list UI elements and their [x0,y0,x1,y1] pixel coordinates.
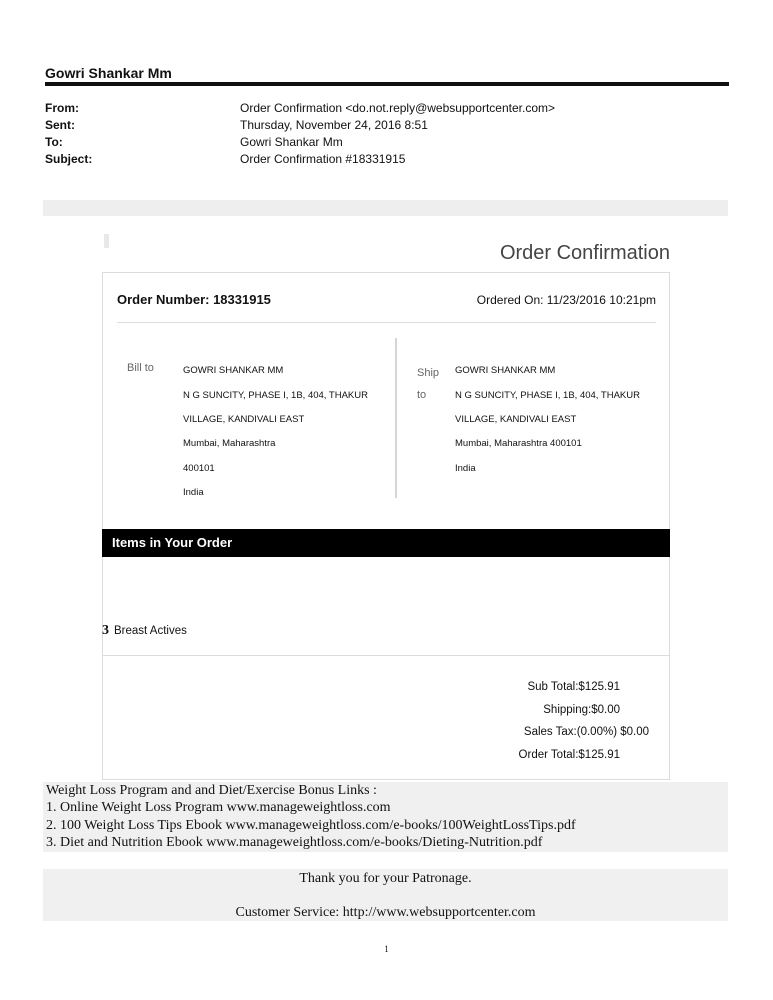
page-number: 1 [384,944,389,954]
customer-service-link[interactable]: Customer Service: http://www.websupportcenter.com [235,905,536,920]
subject-value: Order Confirmation #18331915 [240,152,406,166]
grey-band [43,200,728,216]
ship-to-label: Ship to [417,367,440,401]
bill-to-line: 400101 [183,463,215,474]
sent-value: Thursday, November 24, 2016 8:51 [240,118,428,132]
bill-to-label: Bill to [127,362,154,374]
bill-to-line: N G SUNCITY, PHASE I, 1B, 404, THAKUR [183,390,368,401]
sender-name: Gowri Shankar Mm [45,65,172,81]
bonus-link-1[interactable]: 1. Online Weight Loss Program www.manageweightloss.com [46,800,391,815]
ship-to-line: N G SUNCITY, PHASE I, 1B, 404, THAKUR [455,390,640,401]
to-label: To: [45,135,63,149]
bill-to-line: Mumbai, Maharashtra [183,438,276,449]
bonus-heading: Weight Loss Program and and Diet/Exercise Bonus Links : [46,783,377,798]
bill-to-line: VILLAGE, KANDIVALI EAST [183,414,305,425]
ship-to-line: VILLAGE, KANDIVALI EAST [455,414,577,425]
order-number: Order Number: 18331915 [117,292,271,307]
ship-to-line: GOWRI SHANKAR MM [455,365,556,376]
sub-total: Sub Total:$125.91 [527,681,620,693]
bonus-link-3[interactable]: 3. Diet and Nutrition Ebook www.manageweightloss.com/e-books/Dieting-Nutrition.pdf [46,835,543,850]
shipping-total: Shipping:$0.00 [543,704,620,716]
item-name: Breast Actives [114,625,187,637]
header-divider [45,82,729,86]
bonus-link-2[interactable]: 2. 100 Weight Loss Tips Ebook www.manageweightloss.com/e-books/100WeightLossTips.pdf [46,818,576,833]
from-label: From: [45,101,79,115]
sent-label: Sent: [45,118,75,132]
bill-to-line: India [183,487,204,498]
ship-to-line: India [455,463,476,474]
order-confirmation-title: Order Confirmation [499,242,670,264]
order-total: Order Total:$125.91 [518,749,620,761]
decor-mark [104,234,109,248]
from-value: Order Confirmation <do.not.reply@websupportcenter.com> [240,101,556,115]
subject-label: Subject: [45,152,93,166]
ship-to-line: Mumbai, Maharashtra 400101 [455,438,582,449]
address-divider [395,338,397,498]
item-quantity: 3 [102,623,109,638]
thanks-text: Thank you for your Patronage. [299,871,472,886]
sales-tax: Sales Tax:(0.00%) $0.00 [523,726,649,738]
items-heading: Items in Your Order [102,529,670,557]
ordered-on: Ordered On: 11/23/2016 10:21pm [476,293,656,307]
to-value: Gowri Shankar Mm [240,135,343,149]
bill-to-line: GOWRI SHANKAR MM [183,365,284,376]
items-divider [102,655,670,656]
card-divider [117,322,656,323]
